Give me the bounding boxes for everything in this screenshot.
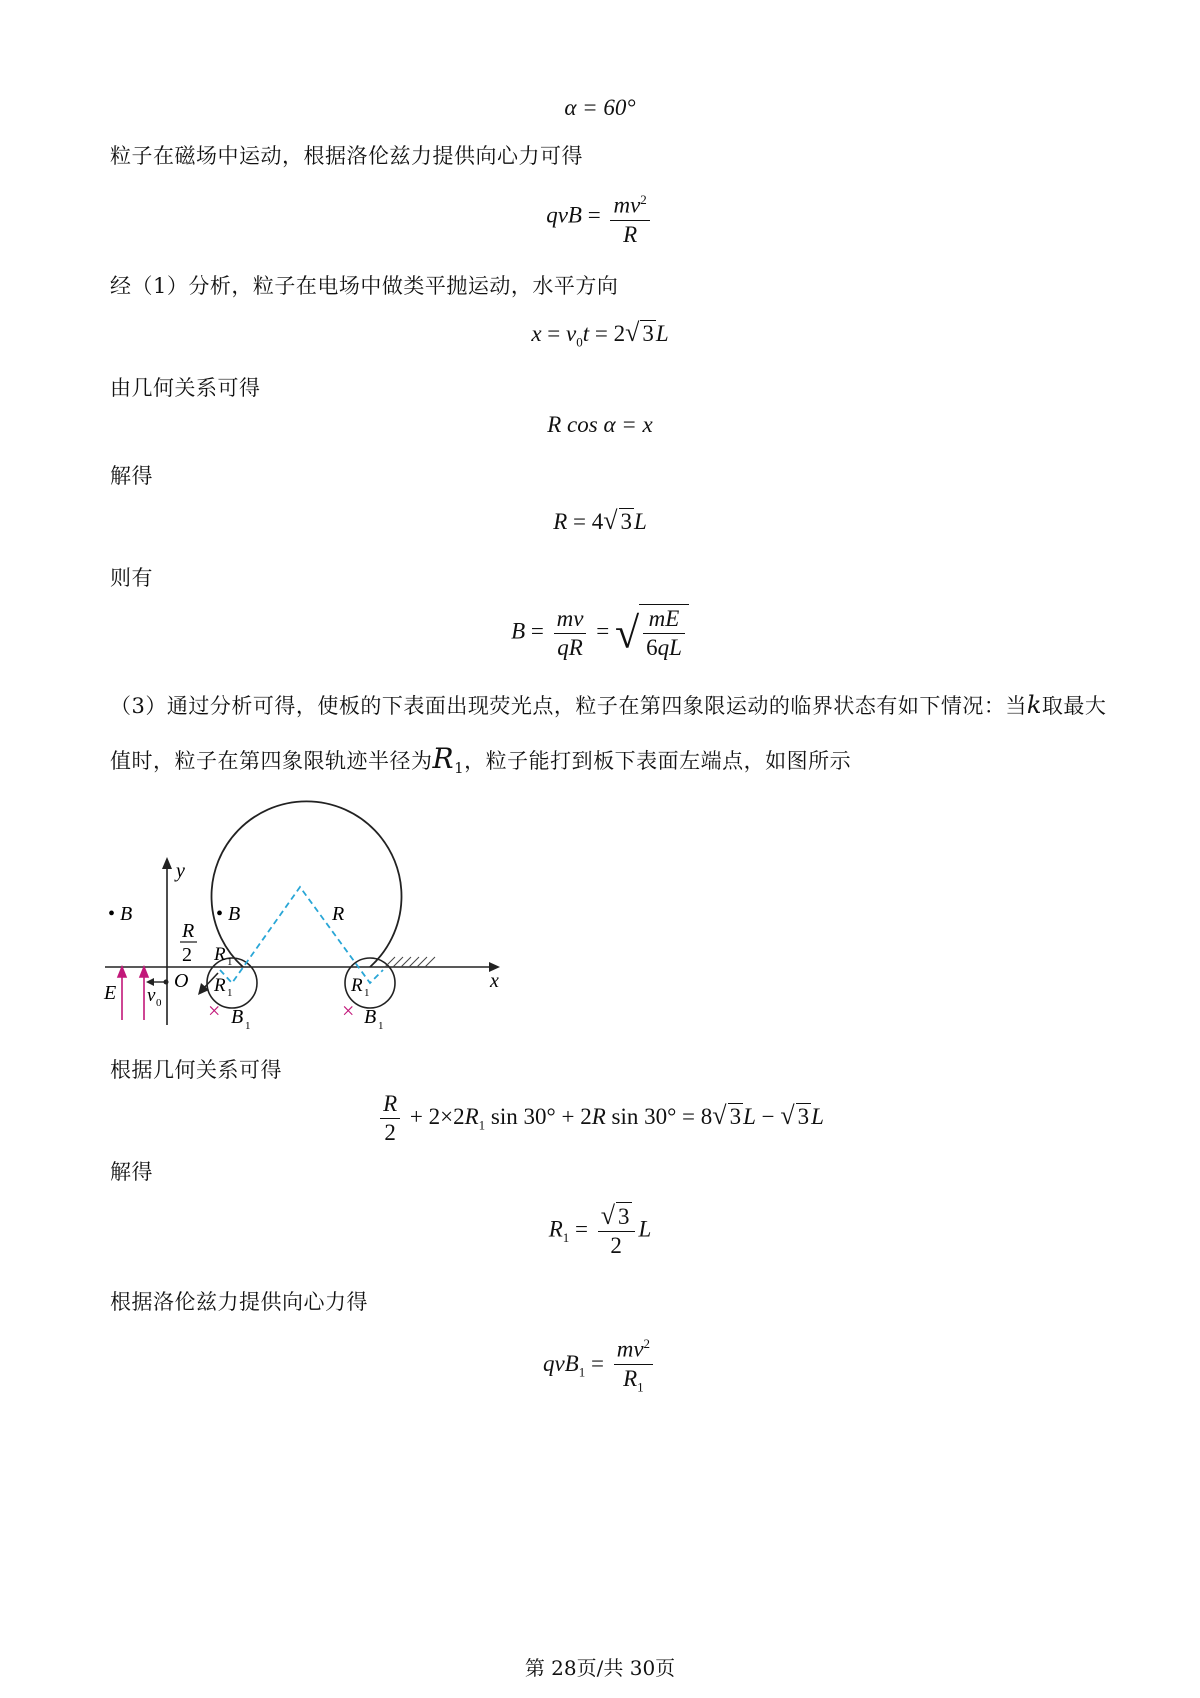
y-axis-arrow-icon	[162, 857, 172, 869]
equation-geometry: $\frac{R}{2}$ + $2\times 2R_1$ sin 30° + 2R sin 30° = 8√ 3L − √ 3L	[0, 1090, 1200, 1147]
label-B-left: B	[120, 903, 133, 925]
trajectory-diagram	[100, 785, 560, 1045]
text-line: 解得	[110, 464, 153, 488]
label-v0: v	[147, 985, 156, 1006]
equation-alpha: α = 60°	[564, 95, 636, 120]
text-line: 则有	[110, 566, 153, 590]
equation-R1: $R_1$ = $\frac{√ 3}{2}$ L	[548, 1201, 652, 1258]
text-line: 值时，粒子在第四象限轨迹半径为$R_1$，粒子能打到板下表面左端点，如图所示	[110, 742, 852, 778]
label-R1-left-sub: 1	[227, 987, 233, 999]
label-B1-right: B	[364, 1006, 377, 1028]
label-y: y	[176, 860, 185, 882]
dashed-radius-path	[220, 887, 383, 983]
label-origin: O	[174, 970, 189, 992]
plate-hatch	[385, 957, 435, 967]
text-line: 根据洛伦兹力提供向心力得	[110, 1290, 368, 1314]
text-line: 根据几何关系可得	[110, 1058, 282, 1082]
label-B1-left: B	[231, 1006, 244, 1028]
label-R1-left: R	[214, 975, 226, 996]
label-x: x	[490, 970, 499, 992]
label-R-half-den: 2	[182, 944, 192, 966]
label-v0-sub: 0	[156, 997, 162, 1009]
cross-left-icon: ×	[208, 998, 221, 1023]
page-footer: 第 28页/共 30页	[524, 1656, 676, 1680]
label-R1-right-sub: 1	[364, 987, 370, 999]
equation-R: R = 4√ 3L	[553, 506, 647, 535]
label-R-half-num: R	[182, 920, 195, 942]
text-line: 由几何关系可得	[110, 376, 261, 400]
label-B-mid: B	[228, 903, 241, 925]
equation-B: B = $\frac{mv}{qR}$ = √ $\frac{mE}{6qL}$	[0, 604, 1200, 662]
equation-rcos: R cos α = x	[547, 412, 653, 437]
label-B1-left-sub: 1	[245, 1020, 251, 1032]
equation-x: $x = v_0t = 2√$ 3L	[531, 318, 669, 350]
dot-B-left: •	[108, 903, 116, 925]
label-R1-top-sub: 1	[227, 956, 233, 968]
large-orbit-arc	[212, 801, 402, 967]
label-R1-top: R	[214, 944, 226, 965]
text-line: 经（1）分析，粒子在电场中做类平抛运动，水平方向	[110, 274, 619, 298]
electric-field-arrows	[118, 967, 148, 1020]
text-line: 粒子在磁场中运动，根据洛伦兹力提供向心力可得	[110, 144, 583, 168]
text-line: （3）通过分析可得，使板的下表面出现荧光点，粒子在第四象限运动的临界状态有如下情况：当k取最大	[110, 691, 1107, 719]
dot-B-mid: •	[216, 903, 224, 925]
label-E: E	[104, 982, 117, 1004]
text-line: 解得	[110, 1160, 153, 1184]
equation-lorentz-B1: qvB$_1$ = $\frac{mv^2}{R_1}$	[0, 1330, 1200, 1401]
cross-right-icon: ×	[342, 998, 355, 1023]
equation-lorentz: qvB = $\frac{mv^2}{R}$	[0, 186, 1200, 249]
label-R1-right: R	[351, 975, 363, 996]
label-B1-right-sub: 1	[378, 1020, 384, 1032]
label-R: R	[332, 903, 345, 925]
particle-dot	[164, 980, 169, 985]
